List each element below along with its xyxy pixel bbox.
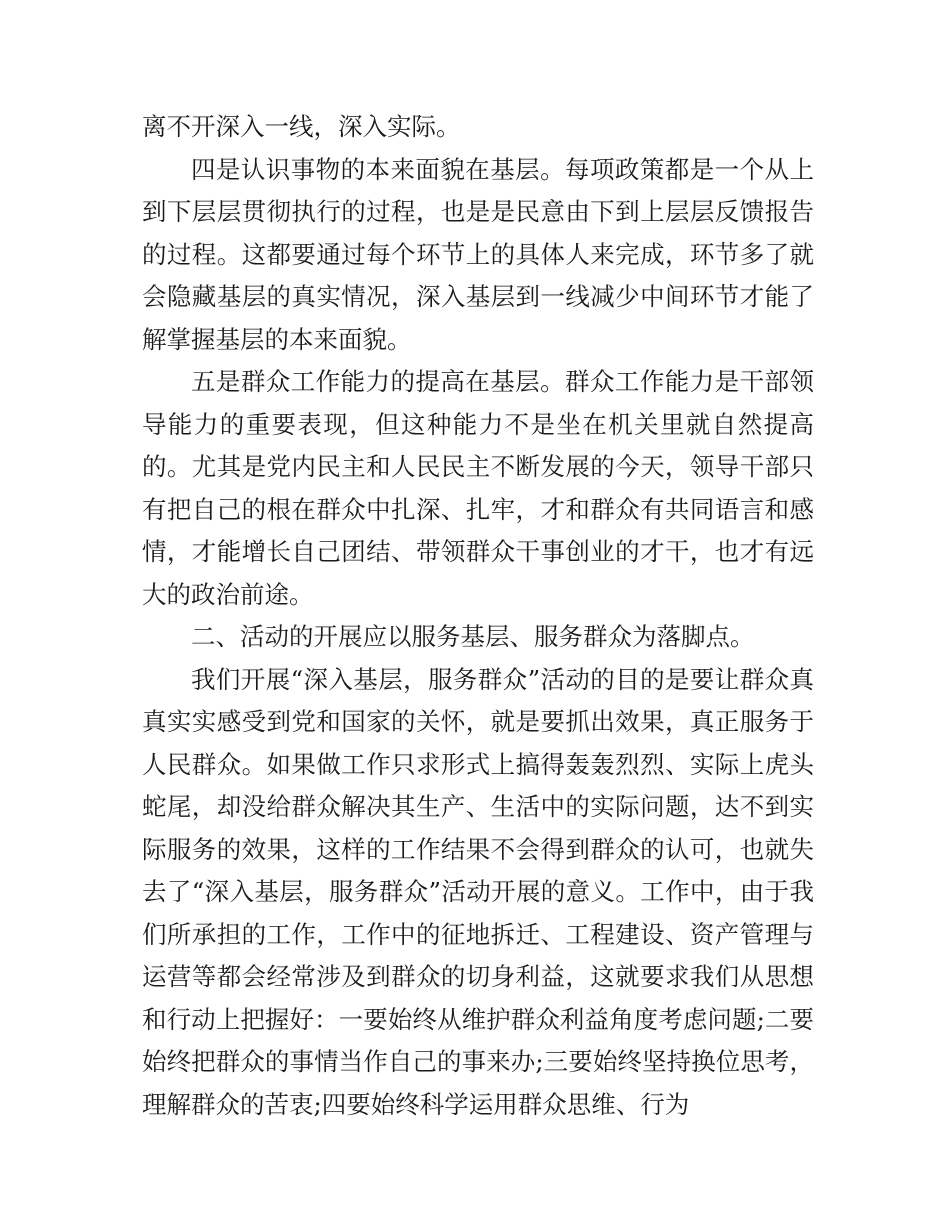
- paragraph-point-four: 四是认识事物的本来面貌在基层。每项政策都是一个从上到下层层贯彻执行的过程，也是是民意由下到上层层反馈报告的过程。这都要通过每个环节上的具体人来完成，环节多了就会隐藏基层的真实情况，深入基层到一线减少中间环节才能了解掌握基层的本来面貌。: [142, 154, 814, 354]
- paragraph-point-five: 五是群众工作能力的提高在基层。群众工作能力是干部领导能力的重要表现，但这种能力不是坐在机关里就自然提高的。尤其是党内民主和人民民主不断发展的今天，领导干部只有把自己的根在群众中扎深、扎牢，才和群众有共同语言和感情，才能增长自己团结、带领群众干事创业的才干，也才有远大的政治前途。: [142, 367, 814, 609]
- section-heading-two: 二、活动的开展应以服务基层、服务群众为落脚点。: [191, 622, 755, 651]
- document-page: [142, 106, 814, 1126]
- paragraph-continuation: 离不开深入一线，深入实际。: [142, 112, 461, 141]
- paragraph-activity-purpose: 我们开展“深入基层，服务群众”活动的目的是要让群众真真实实感受到党和国家的关怀，就是要抓出效果，真正服务于人民群众。如果做工作只求形式上搞得轰轰烈烈、实际上虎头蛇尾，却没给群众解决其生产、生活中的实际问题，达不到实际服务的效果，这样的工作结果不会得到群众的认可，也就失去了“深入基层，服务群众”活动开展的意义。工作中，由于我们所承担的工作，工作中的征地拆迁、工程建设、资产管理与运营等都会经常涉及到群众的切身利益，这就要求我们从思想和行动上把握好：一要始终从维护群众利益角度考虑问题;二要始终把群众的事情当作自己的事来办;三要始终坚持换位思考，理解群众的苦衷;四要始终科学运用群众思维、行为: [142, 664, 814, 1119]
